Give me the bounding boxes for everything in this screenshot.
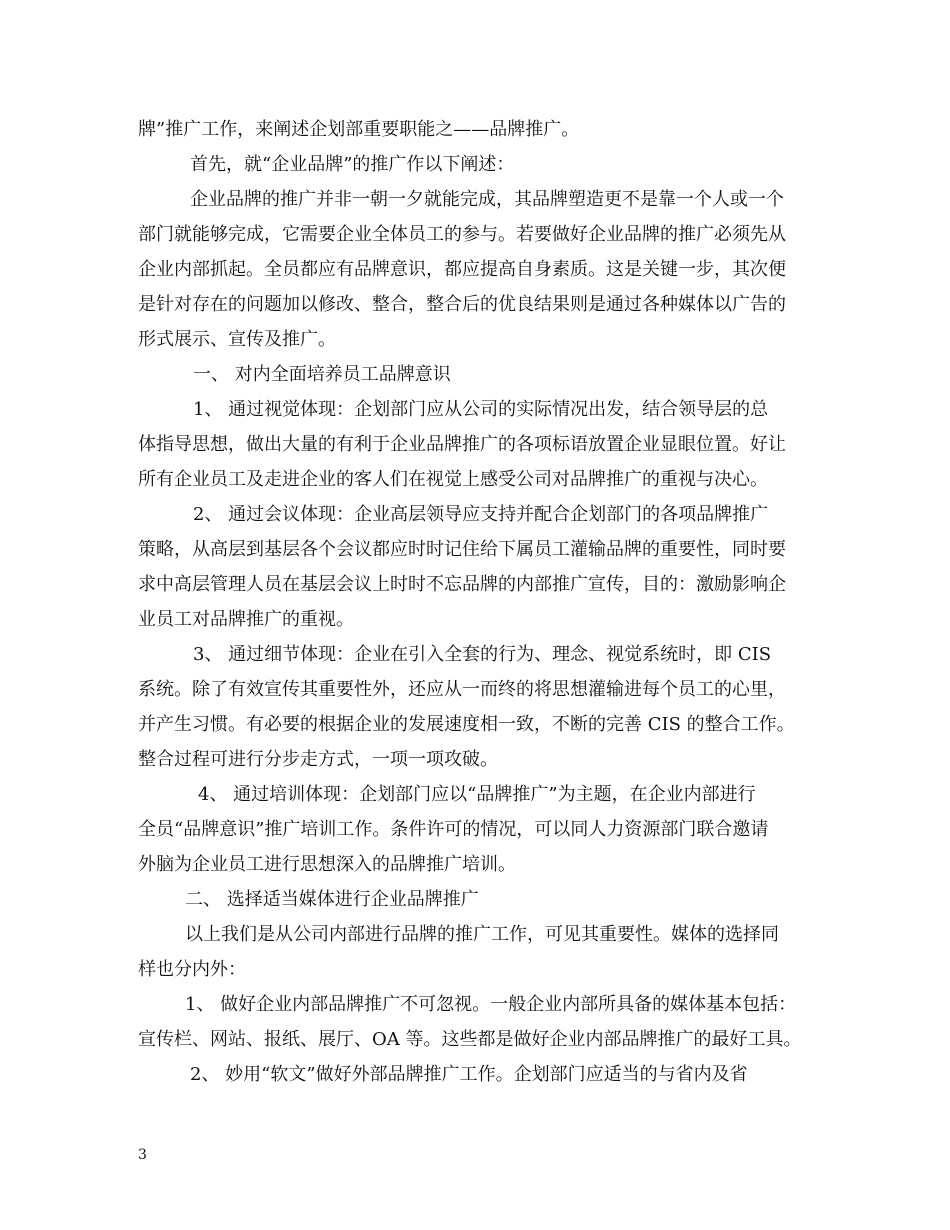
text-line: 以上我们是从公司内部进行品牌的推广工作，可见其重要性。媒体的选择同	[185, 924, 779, 945]
text-line: 系统。除了有效宣传其重要性外，还应从一而终的将思想灌输进每个员工的心里，	[138, 679, 786, 700]
text-line: 外脑为企业员工进行思想深入的品牌推广培训。	[138, 854, 516, 875]
text-line: 首先，就“企业品牌”的推广作以下阐述：	[190, 154, 515, 175]
section-heading: 二、 选择适当媒体进行企业品牌推广	[185, 889, 479, 910]
text-line: 体指导思想，做出大量的有利于企业品牌推广的各项标语放置企业显眼位置。好让	[138, 434, 786, 455]
text-line: 3、 通过细节体现：企业在引入全套的行为、理念、视觉系统时，即 CIS	[193, 644, 772, 665]
text-line: 部门就能够完成，它需要企业全体员工的参与。若要做好企业品牌的推广必须先从	[138, 224, 786, 245]
body-text	[138, 112, 818, 1092]
text-line: 所有企业员工及走进企业的客人们在视觉上感受公司对品牌推广的重视与决心。	[138, 469, 768, 490]
text-line: 样也分内外：	[138, 959, 246, 980]
text-line: 2、 通过会议体现：企业高层领导应支持并配合企划部门的各项品牌推广	[193, 504, 769, 525]
text-line: 策略，从高层到基层各个会议都应时时记住给下属员工灌输品牌的重要性，同时要	[138, 539, 786, 560]
text-line: 宣传栏、网站、报纸、展厅、OA 等。这些都是做好企业内部品牌推广的最好工具。	[138, 1029, 802, 1050]
text-line: 业员工对品牌推广的重视。	[138, 609, 354, 630]
text-line: 形式展示、宣传及推广。	[138, 329, 336, 350]
text-line: 并产生习惯。有必要的根据企业的发展速度相一致，不断的完善 CIS 的整合工作。	[138, 714, 795, 735]
text-line: 1、 做好企业内部品牌推广不可忽视。一般企业内部所具备的媒体基本包括：	[185, 994, 797, 1015]
text-line: 1、 通过视觉体现：企划部门应从公司的实际情况出发，结合领导层的总	[193, 399, 769, 420]
text-line: 2、 妙用“软文”做好外部品牌推广工作。企划部门应适当的与省内及省	[190, 1064, 748, 1085]
page-number: 3	[138, 1147, 147, 1163]
text-line: 全员“品牌意识”推广培训工作。条件许可的情况，可以同人力资源部门联合邀请	[138, 819, 769, 840]
text-line: 4、 通过培训体现：企划部门应以“品牌推广”为主题，在企业内部进行	[198, 784, 756, 805]
text-line: 牌”推广工作，来阐述企划部重要职能之——品牌推广。	[138, 119, 580, 140]
text-line: 企业内部抓起。全员都应有品牌意识，都应提高自身素质。这是关键一步，其次便	[138, 259, 786, 280]
text-line: 整合过程可进行分步走方式，一项一项攻破。	[138, 749, 498, 770]
section-heading: 一、 对内全面培养员工品牌意识	[193, 364, 451, 385]
text-line: 是针对存在的问题加以修改、整合，整合后的优良结果则是通过各种媒体以广告的	[138, 294, 786, 315]
text-line: 企业品牌的推广并非一朝一夕就能完成，其品牌塑造更不是靠一个人或一个	[190, 189, 784, 210]
text-line: 求中高层管理人员在基层会议上时时不忘品牌的内部推广宣传，目的：激励影响企	[138, 574, 786, 595]
